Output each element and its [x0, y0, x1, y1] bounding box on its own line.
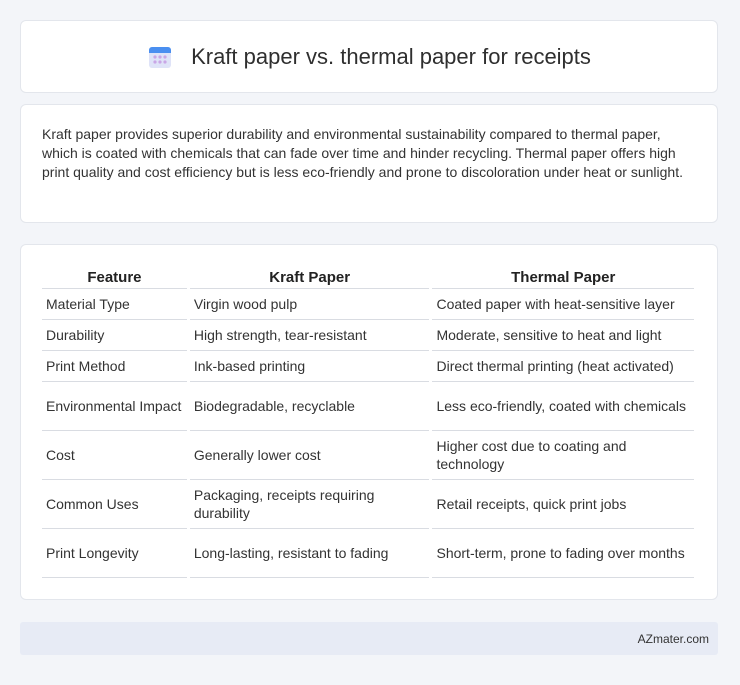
row-feature: Durability	[42, 320, 187, 351]
calendar-icon	[147, 44, 173, 70]
header-feature: Feature	[42, 266, 187, 289]
row-kraft: Virgin wood pulp	[190, 289, 430, 320]
table-row	[42, 351, 694, 382]
table-row	[42, 289, 694, 320]
title-wrap	[147, 44, 591, 70]
row-feature: Print Longevity	[42, 529, 187, 578]
table-row	[42, 529, 694, 578]
row-feature: Common Uses	[42, 480, 187, 529]
page-title: Kraft paper vs. thermal paper for receipts	[191, 43, 591, 69]
row-thermal: Coated paper with heat-sensitive layer	[432, 289, 694, 320]
table-row	[42, 431, 694, 480]
row-thermal: Short-term, prone to fading over months	[432, 529, 694, 578]
row-kraft: Generally lower cost	[190, 431, 430, 480]
row-kraft: Ink-based printing	[190, 351, 430, 382]
row-kraft: Biodegradable, recyclable	[190, 382, 430, 431]
header-kraft-paper: Kraft Paper	[190, 266, 430, 289]
row-thermal: Direct thermal printing (heat activated)	[432, 351, 694, 382]
intro-card	[20, 104, 718, 223]
row-feature: Environmental Impact	[42, 382, 187, 431]
table-row	[42, 480, 694, 529]
row-thermal: Less eco-friendly, coated with chemicals	[432, 382, 694, 431]
row-kraft: High strength, tear-resistant	[190, 320, 430, 351]
comparison-table-card	[20, 244, 718, 600]
row-feature: Material Type	[42, 289, 187, 320]
title-card	[20, 20, 718, 93]
comparison-table	[39, 266, 697, 578]
table-header-row	[42, 266, 694, 289]
header-thermal-paper: Thermal Paper	[432, 266, 694, 289]
row-thermal: Moderate, sensitive to heat and light	[432, 320, 694, 351]
row-kraft: Packaging, receipts requiring durability	[190, 480, 430, 529]
footer-site-link[interactable]: AZmater.com	[637, 631, 709, 646]
row-feature: Print Method	[42, 351, 187, 382]
intro-text: Kraft paper provides superior durability and environmental sustainability compared to thermal paper, which is coated with chemicals that can fade over time and hinder recycling. Thermal paper offers high print quality and cost efficiency but is less eco-friendly and prone to discoloration under heat or sunlight.	[42, 126, 683, 180]
table-row	[42, 382, 694, 431]
table-row	[42, 320, 694, 351]
row-thermal: Higher cost due to coating and technology	[432, 431, 694, 480]
row-thermal: Retail receipts, quick print jobs	[432, 480, 694, 529]
footer	[20, 622, 718, 655]
row-feature: Cost	[42, 431, 187, 480]
row-kraft: Long-lasting, resistant to fading	[190, 529, 430, 578]
